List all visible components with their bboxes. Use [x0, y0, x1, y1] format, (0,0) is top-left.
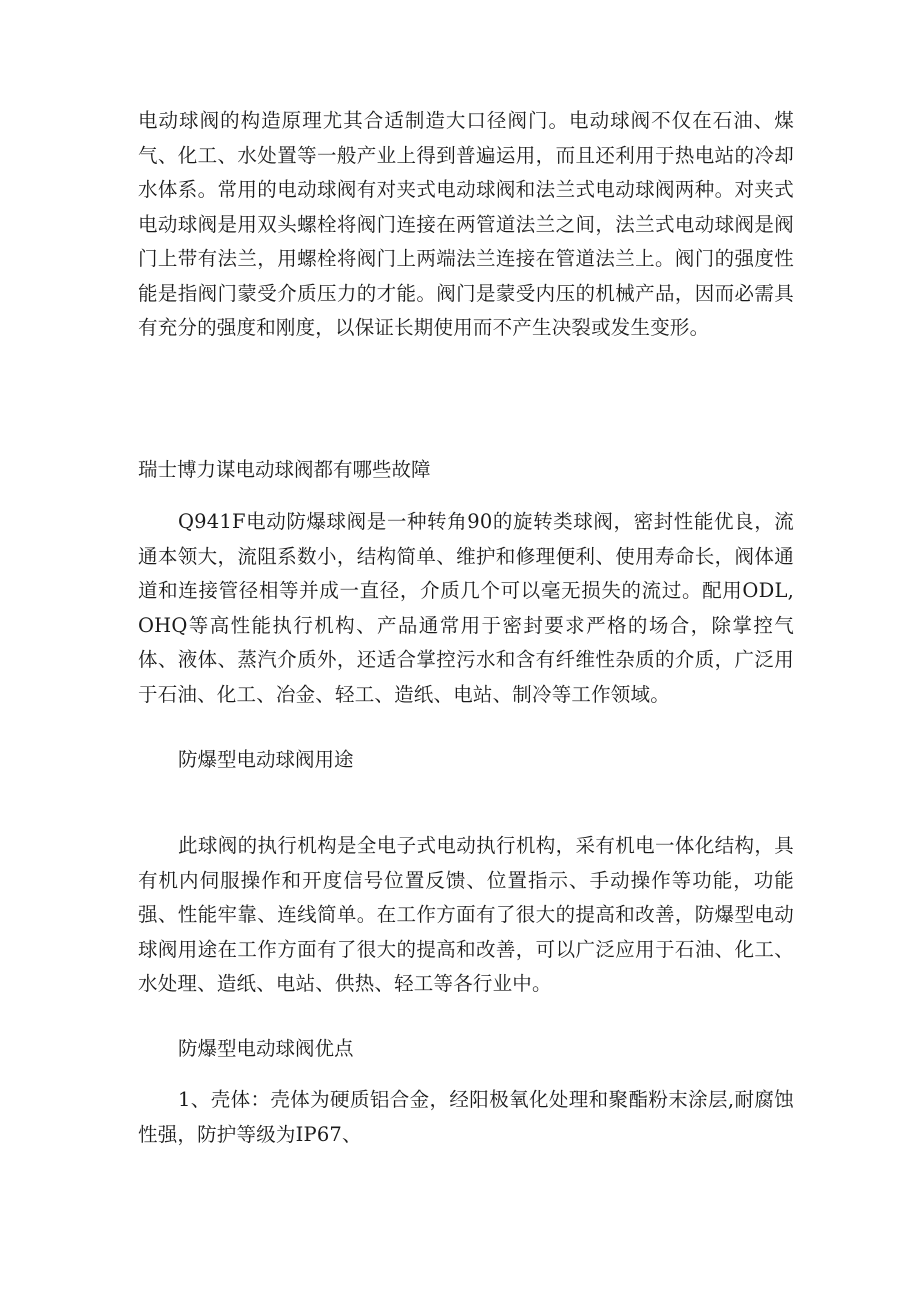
paragraph-q941f-description: Q941F电动防爆球阀是一种转角90的旋转类球阀，密封性能优良，流通本领大，流阻系数小，结构简单、维护和修理便利、使用寿命长，阀体通道和连接管径相等并成一直径，介质几个可以毫无损失的流过。配用ODL,OHQ等高性能执行机构、产品通常用于密封要求严格的场合，除掌控气体、液体、蒸汽介质外，还适合掌控污水和含有纤维性杂质的介质，广泛用于石油、化工、冶金、轻工、造纸、电站、制冷等工作领域。 — [138, 510, 794, 706]
heading-uses: 防爆型电动球阀用途 — [178, 748, 354, 771]
paragraph-housing: 1、壳体：壳体为硬质铝合金，经阳极氧化处理和聚酯粉末涂层,耐腐蚀性强，防护等级为IP67、 — [138, 1088, 794, 1146]
heading-faults: 瑞士博力谋电动球阀都有哪些故障 — [138, 458, 431, 481]
heading-advantages: 防爆型电动球阀优点 — [178, 1037, 354, 1060]
paragraph-structure-principle: 电动球阀的构造原理尤其合适制造大口径阀门。电动球阀不仅在石油、煤气、化工、水处置等一般产业上得到普遍运用，而且还利用于热电站的冷却水体系。常用的电动球阀有对夹式电动球阀和法兰式电动球阀两种。对夹式电动球阀是用双头螺栓将阀门连接在两管道法兰之间，法兰式电动球阀是阀门上带有法兰，用螺栓将阀门上两端法兰连接在管道法兰上。阀门的强度性能是指阀门蒙受介质压力的才能。阀门是蒙受内压的机械产品，因而必需具有充分的强度和刚度，以保证长期使用而不产生决裂或发生变形。 — [138, 109, 794, 339]
paragraph-actuator-uses: 此球阀的执行机构是全电子式电动执行机构，采有机电一体化结构，具有机内伺服操作和开度信号位置反馈、位置指示、手动操作等功能，功能强、性能牢靠、连线简单。在工作方面有了很大的提高和改善，防爆型电动球阀用途在工作方面有了很大的提高和改善，可以广泛应用于石油、化工、水处理、造纸、电站、供热、轻工等各行业中。 — [138, 834, 794, 995]
